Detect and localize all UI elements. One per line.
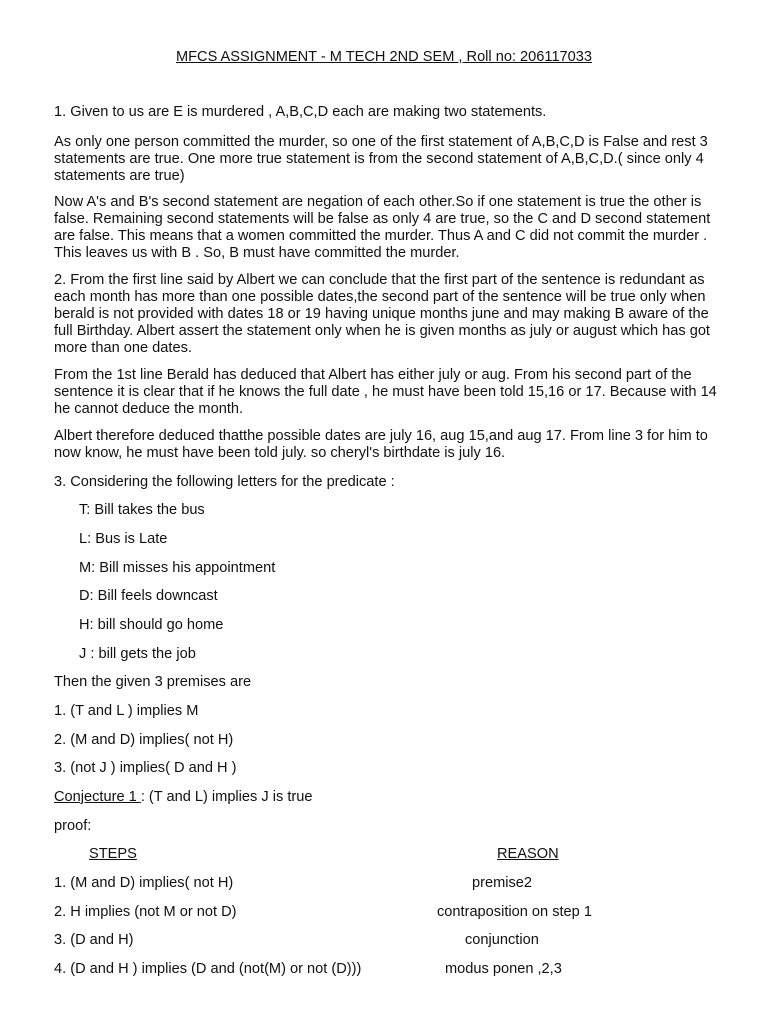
predicate-m: M: Bill misses his appointment — [79, 560, 276, 576]
steps-header: STEPS — [89, 846, 137, 862]
premise-3: 3. (not J ) implies( D and H ) — [54, 760, 237, 776]
q2-paragraph-1 — [54, 272, 718, 357]
predicate-l: L: Bus is Late — [79, 531, 168, 547]
q2-text-3: Albert therefore deduced thatthe possible dates are july 16, aug 15,and aug 17. From line 3 for him to now know, he must have been told july. so cheryl's birthdate is july 16. — [54, 428, 708, 461]
premise-2: 2. (M and D) implies( not H) — [54, 732, 234, 748]
predicate-d: D: Bill feels downcast — [79, 588, 218, 604]
q1-paragraph-2 — [54, 134, 718, 185]
q1-text-3: Now A's and B's second statement are negation of each other.So if one statement is true the other is false. Remaining second statements will be false as only 4 are true, so the C and D second statement are false. This means that a women committed the murder. Thus A and C did not commit the murder . This leaves us with B . So, B must have committed the murder. — [54, 194, 711, 261]
predicate-h: H: bill should go home — [79, 617, 224, 633]
proof-step-1: 1. (M and D) implies( not H) — [54, 875, 234, 891]
q1-paragraph-3 — [54, 194, 718, 262]
q2-paragraph-2 — [54, 367, 718, 418]
proof-reason-4: modus ponen ,2,3 — [445, 961, 562, 977]
conjecture — [54, 789, 312, 806]
premise-1: 1. (T and L ) implies M — [54, 703, 199, 719]
conjecture-text: : (T and L) implies J is true — [140, 789, 313, 805]
conjecture-label: Conjecture 1 — [54, 789, 141, 805]
q2-text-2: From the 1st line Berald has deduced that Albert has either july or aug. From his second part of the sentence it is clear that if he knows the full date , he must have been told 15,16 or 17. Because with 14 he cannot deduce the month. — [54, 367, 717, 417]
predicate-t: T: Bill takes the bus — [79, 502, 205, 518]
q2-text-1: 2. From the first line said by Albert we can conclude that the first part of the sentence is redundant as each month has more than one possible dates,the second part of the sentence will be true only when berald is not provided with dates 18 or 19 having unique months june and may making B aware of the full Birthday. Albert assert the statement only when he is given months as july or august which has got more than one dates. — [54, 272, 710, 356]
proof-step-3: 3. (D and H) — [54, 932, 134, 948]
q1-paragraph-1 — [54, 104, 718, 121]
q1-text-2: As only one person committed the murder, so one of the first statement of A,B,C,D is False and rest 3 statements are true. One more true statement is from the second statement of A,B,C,D.( since only 4 statements are true) — [54, 134, 708, 184]
q3-intro: 3. Considering the following letters for the predicate : — [54, 474, 395, 490]
proof-reason-3: conjunction — [465, 932, 539, 948]
page-title: MFCS ASSIGNMENT - M TECH 2ND SEM , Roll no: 206117033 — [175, 49, 593, 65]
proof-step-4: 4. (D and H ) implies (D and (not(M) or not (D))) — [54, 961, 362, 977]
premises-intro: Then the given 3 premises are — [54, 674, 252, 690]
proof-step-2: 2. H implies (not M or not D) — [54, 904, 237, 920]
q2-paragraph-3 — [54, 428, 718, 462]
q1-text-1: 1. Given to us are E is murdered , A,B,C,D each are making two statements. — [54, 104, 547, 120]
proof-label: proof: — [54, 818, 92, 834]
reason-header: REASON — [497, 846, 559, 862]
predicate-j: J : bill gets the job — [79, 646, 196, 662]
proof-reason-2: contraposition on step 1 — [437, 904, 592, 920]
proof-reason-1: premise2 — [472, 875, 533, 891]
